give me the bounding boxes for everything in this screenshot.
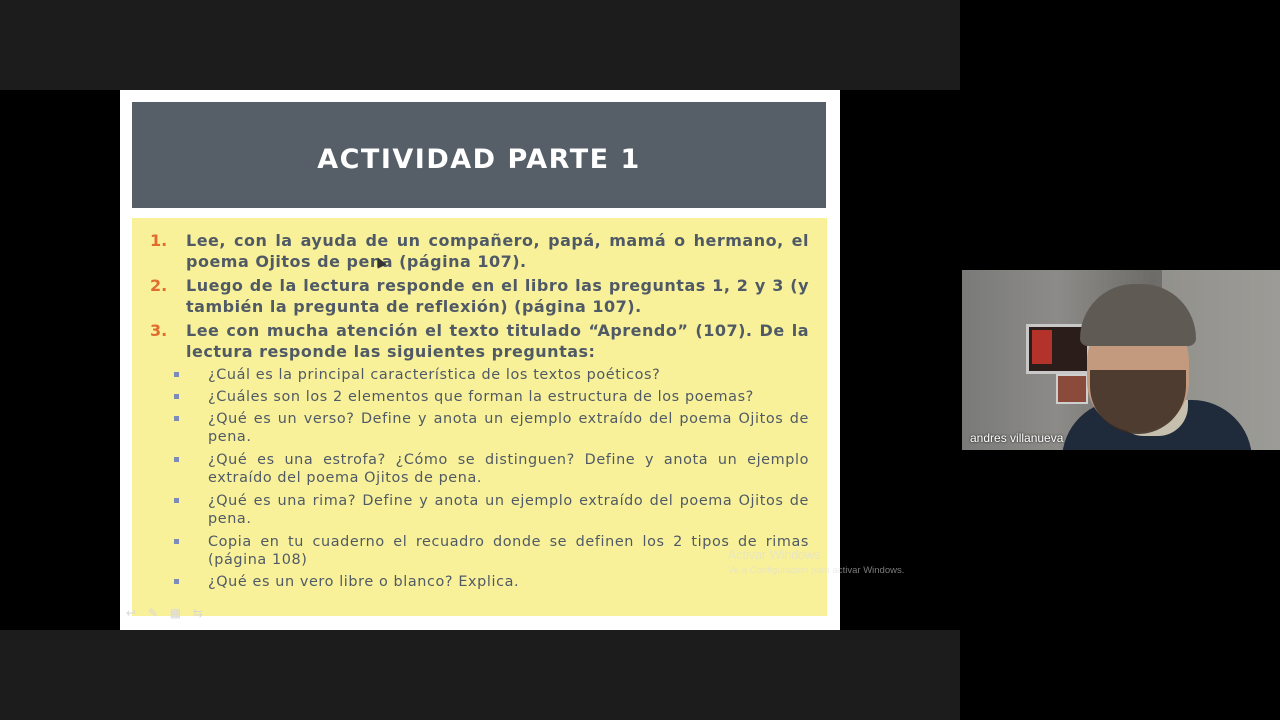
participant-video-tile[interactable] — [962, 270, 1280, 450]
bullet-text: Copia en tu cuaderno el recuadro donde se definen los 2 tipos de rimas (página 108) — [208, 534, 809, 568]
square-bullet-icon — [174, 416, 179, 421]
item-number: 3. — [150, 321, 168, 340]
slideshow-toolbar[interactable]: ↩ ✎ ▦ ⇆ — [126, 606, 207, 620]
watermark-subtitle: Ve a Configuración para activar Windows. — [728, 565, 905, 576]
square-bullet-icon — [174, 457, 179, 462]
square-bullet-icon — [174, 498, 179, 503]
bullet-text: ¿Qué es una estrofa? ¿Cómo se distinguen? Define y anota un ejemplo extraído del poema Ojitos de pena. — [208, 452, 809, 486]
item-text: Lee, con la ayuda de un compañero, papá, mamá o hermano, el poema Ojitos de pena (página 107). — [186, 231, 809, 271]
wall-small-picture — [1056, 374, 1088, 404]
square-bullet-icon — [174, 579, 179, 584]
slide-content-box — [132, 218, 827, 616]
bullet-text: ¿Qué es una rima? Define y anota un ejemplo extraído del poema Ojitos de pena. — [208, 493, 809, 527]
item-number: 2. — [150, 276, 168, 295]
wall-picture-art — [1032, 330, 1052, 364]
slide-title-bar — [132, 102, 826, 208]
item-text: Luego de la lectura responde en el libro las preguntas 1, 2 y 3 (y también la pregunta de reflexión) (página 107). — [186, 276, 809, 316]
slide-title: ACTIVIDAD PARTE 1 — [317, 143, 641, 175]
square-bullet-icon — [174, 394, 179, 399]
bottom-black-band — [0, 630, 960, 720]
participant-name: andres villanueva — [970, 431, 1064, 445]
square-bullet-icon — [174, 372, 179, 377]
bullet-text: ¿Cuáles son los 2 elementos que forman la estructura de los poemas? — [208, 389, 754, 405]
bullet-text: ¿Qué es un vero libre o blanco? Explica. — [208, 574, 520, 590]
bullet-text: ¿Cuál es la principal característica de los textos poéticos? — [208, 367, 661, 383]
watermark-title: Activar Windows — [728, 548, 821, 562]
square-bullet-icon — [174, 539, 179, 544]
bullet-text: ¿Qué es un verso? Define y anota un ejemplo extraído del poema Ojitos de pena. — [208, 411, 809, 445]
top-black-band — [0, 0, 960, 90]
item-number: 1. — [150, 231, 168, 250]
windows-activation-watermark — [728, 548, 904, 576]
item-text: Lee con mucha atención el texto titulado “Aprendo” (107). De la lectura responde las siguientes preguntas: — [186, 321, 809, 361]
